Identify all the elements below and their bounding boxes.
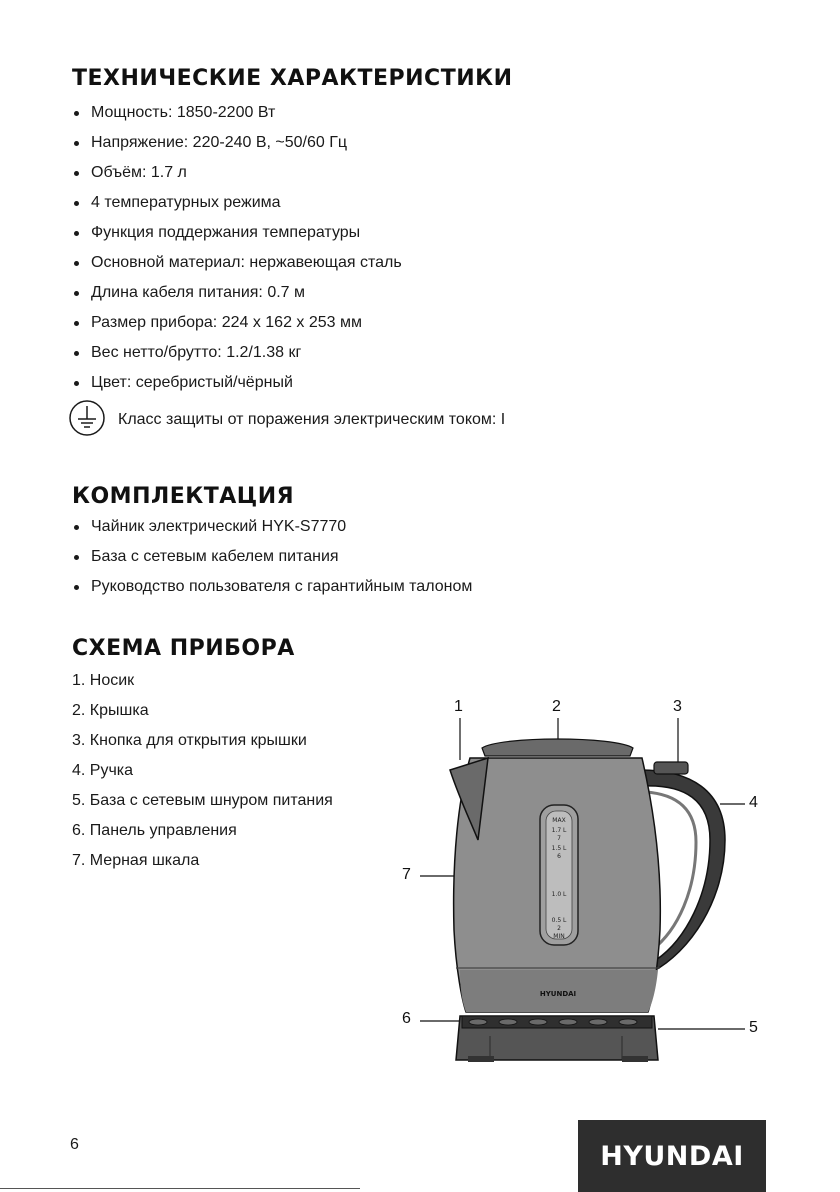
ground-symbol-icon: [68, 399, 106, 442]
list-item: Функция поддержания температуры: [74, 218, 402, 248]
scale-mark: MAX: [552, 817, 566, 824]
callout-3: 3: [673, 698, 682, 715]
list-item: Основной материал: нержавеющая сталь: [74, 248, 402, 278]
list-item: 1. Носик: [72, 672, 135, 689]
list-item: 6. Панель управления: [72, 822, 237, 839]
scale-mark: 1.7 L: [551, 827, 567, 834]
list-item: Размер прибора: 224 x 162 x 253 мм: [74, 308, 402, 338]
specs-heading: ТЕХНИЧЕСКИЕ ХАРАКТЕРИСТИКИ: [72, 66, 513, 91]
list-item: 5. База с сетевым шнуром питания: [72, 792, 333, 809]
lid: [482, 739, 633, 756]
scale-mark: 7: [557, 835, 561, 842]
kettle-illustration: [390, 690, 780, 1080]
control-button: [529, 1019, 547, 1025]
protection-class-text: Класс защиты от поражения электрическим током: I: [118, 411, 506, 428]
list-item: 7. Мерная шкала: [72, 852, 200, 869]
kettle-diagram: [390, 690, 780, 1080]
brand-logo: [578, 1120, 766, 1192]
scale-mark: 6: [557, 853, 561, 860]
scheme-parts-list: [72, 666, 333, 876]
kettle-brand-label: HYUNDAI: [539, 990, 577, 998]
package-list: [74, 512, 472, 602]
list-item: Чайник электрический HYK-S7770: [74, 512, 472, 542]
scale-mark: 2: [557, 925, 561, 932]
list-item: 3. Кнопка для открытия крышки: [72, 732, 307, 749]
callout-5: 5: [749, 1019, 758, 1036]
control-button: [559, 1019, 577, 1025]
list-item: Объём: 1.7 л: [74, 158, 402, 188]
scheme-heading: СХЕМА ПРИБОРА: [72, 636, 295, 661]
brand-logo-text: HYUNDAI: [600, 1140, 744, 1172]
list-item: Мощность: 1850-2200 Вт: [74, 98, 402, 128]
control-button: [469, 1019, 487, 1025]
callout-4: 4: [749, 794, 758, 811]
scale-mark: 1.0 L: [551, 891, 567, 898]
callout-1: 1: [454, 698, 463, 715]
callout-2: 2: [552, 698, 561, 715]
list-item: Цвет: серебристый/чёрный: [74, 368, 402, 398]
control-button: [499, 1019, 517, 1025]
list-item: 2. Крышка: [72, 702, 149, 719]
list-item: 4. Ручка: [72, 762, 134, 779]
list-item: База с сетевым кабелем питания: [74, 542, 472, 572]
list-item: Напряжение: 220-240 В, ~50/60 Гц: [74, 128, 402, 158]
list-item: Вес нетто/брутто: 1.2/1.38 кг: [74, 338, 402, 368]
scale-mark: 1.5 L: [551, 845, 567, 852]
list-item: Руководство пользователя с гарантийным талоном: [74, 572, 472, 602]
bottom-divider: [0, 1188, 360, 1189]
scale-mark: MIN: [553, 933, 565, 940]
package-heading: КОМПЛЕКТАЦИЯ: [72, 484, 295, 509]
lid-button: [654, 762, 688, 774]
page-number: 6: [70, 1136, 79, 1153]
callout-7: 7: [402, 866, 411, 883]
list-item: Длина кабеля питания: 0.7 м: [74, 278, 402, 308]
base-foot: [468, 1056, 494, 1062]
scale-mark: 0.5 L: [551, 917, 567, 924]
control-button: [589, 1019, 607, 1025]
list-item: 4 температурных режима: [74, 188, 402, 218]
protection-class-row: [68, 400, 505, 440]
specs-list: [74, 98, 402, 398]
base-foot: [622, 1056, 648, 1062]
callout-6: 6: [402, 1010, 411, 1027]
control-button: [619, 1019, 637, 1025]
